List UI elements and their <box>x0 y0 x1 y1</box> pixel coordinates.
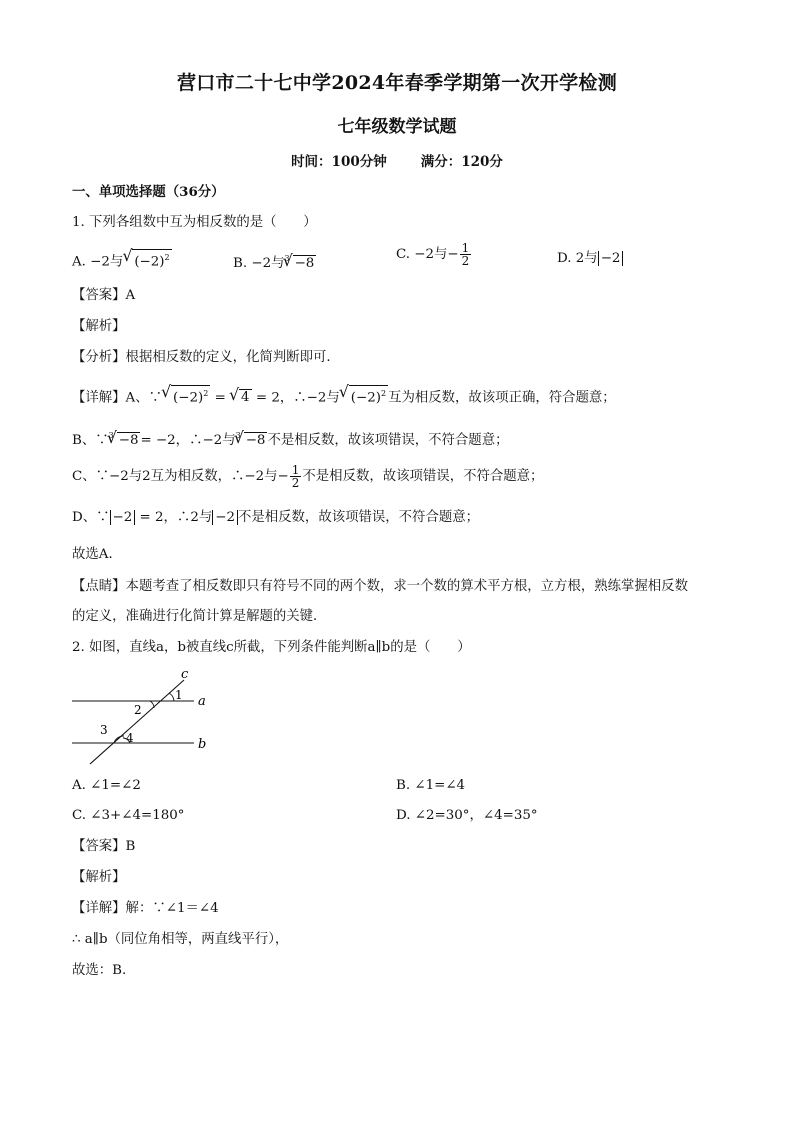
q1-option-b[interactable]: B. −2与$^3$√ −8 <box>233 249 316 274</box>
q1-answer: 【答案】A <box>72 288 136 303</box>
exam-time: 时间：100分钟 <box>291 154 387 170</box>
cbrt-expr: √ −8 <box>284 254 317 274</box>
q2-analysis-label: 【解析】 <box>72 870 126 885</box>
q2-option-a[interactable]: A. ∠1=∠2 <box>72 778 141 793</box>
q1-analysis-label: 【解析】 <box>72 319 126 334</box>
q1-detail-a: 【详解】A、∵√ $(-2)^2$ = √ 4 = 2，∴−2与√ $(-2)^2$ 互为相反数，故该项正确，符合题意； <box>72 385 616 408</box>
exam-meta <box>0 150 794 170</box>
q2-option-b[interactable]: B. ∠1=∠4 <box>396 778 466 793</box>
q2-option-d[interactable]: D. ∠2=30°，∠4=35° <box>396 808 538 823</box>
q1-dianjing-2: 的定义，准确进行化简计算是解题的关键． <box>72 609 327 624</box>
label-c: c <box>181 667 189 682</box>
q1-dianjing-1: 【点睛】本题考查了相反数即只有符号不同的两个数，求一个数的算术平方根，立方根，熟练掌握相反数 <box>72 579 688 594</box>
page-subtitle: 七年级数学试题 <box>337 117 457 137</box>
section-heading: 一、单项选择题（36分） <box>72 184 225 200</box>
q2-detail: 【详解】解：∵∠1＝∠4 <box>72 901 219 916</box>
q1-option-c[interactable]: C. −2与− $\frac{1}{2}$ <box>396 241 470 268</box>
angle-2-label: 2 <box>134 703 142 717</box>
q2-choice: 故选：B. <box>72 963 127 978</box>
q1-detail-c: C、∵−2与2互为相反数，∴−2与− $\frac{1}{2}$ 不是相反数，故该项错误，不符合题意； <box>72 463 544 490</box>
q1-choice: 故选A． <box>72 547 122 562</box>
fraction-half: $\frac{1}{2}$ <box>461 241 470 268</box>
parallel-lines-figure <box>66 666 226 770</box>
label-a: a <box>198 694 206 709</box>
page-title: 营口市二十七中学2024年春季学期第一次开学检测 <box>176 72 618 94</box>
q2-option-c[interactable]: C. ∠3+∠4=180° <box>72 808 185 823</box>
angle-4-label: 4 <box>126 731 134 745</box>
q2-conclusion: ∴ a∥b（同位角相等，两直线平行）， <box>72 932 289 947</box>
q1-stem: 1. 下列各组数中互为相反数的是（ ） <box>72 215 317 230</box>
sqrt-expr: √ $(-2)^2$ <box>123 249 171 272</box>
label-b: b <box>198 737 207 752</box>
q2-stem: 2. 如图，直线a，b被直线c所截，下列条件能判断a∥b的是（ ） <box>72 640 471 655</box>
q1-detail-b: B、∵$^3$√ −8 = −2，∴−2与$^3$√ −8 不是相反数，故该项错误，不符合题意； <box>72 426 508 451</box>
angle-3-label: 3 <box>100 723 108 737</box>
angle-1-label: 1 <box>175 688 183 702</box>
q1-detail-d: D、∵ −2 = 2，∴2与 −2 不是相反数，故该项错误，不符合题意； <box>72 510 480 525</box>
q1-fenxi: 【分析】根据相反数的定义，化简判断即可． <box>72 350 340 365</box>
q1-option-d[interactable]: D. 2与 −2 <box>557 249 623 269</box>
q2-answer: 【答案】B <box>72 839 136 854</box>
exam-score: 满分：120分 <box>420 154 503 170</box>
q1-option-a[interactable]: A. −2与√ $(-2)^2$ <box>72 249 172 272</box>
